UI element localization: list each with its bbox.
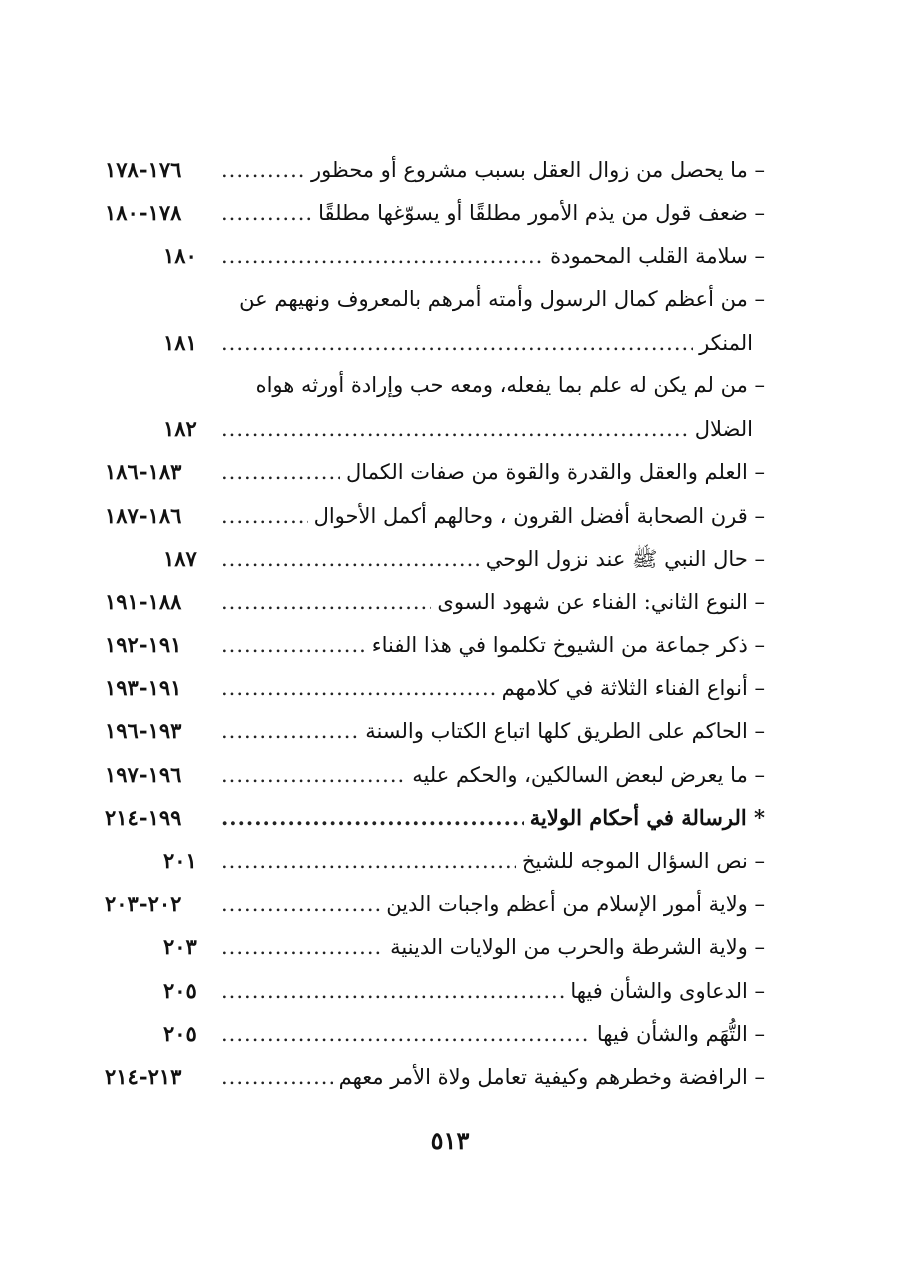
toc-entry-pages: ١٧٨-١٨٠ bbox=[105, 200, 182, 226]
toc-entry-title: – الدعاوى والشأن فيها bbox=[570, 978, 765, 1003]
toc-entry-title: – ولاية الشرطة والحرب من الولايات الدينية bbox=[390, 935, 765, 960]
dot-leader bbox=[221, 883, 380, 926]
toc-entry bbox=[105, 753, 765, 796]
toc-entry-title: – التُّهَم والشأن فيها bbox=[596, 1021, 765, 1046]
dot-leader bbox=[221, 710, 359, 753]
toc-entry-pages: ١٩٩-٢١٤ bbox=[105, 804, 182, 830]
dot-leader bbox=[221, 538, 480, 581]
toc-entry-title: – ضعف قول من يذم الأمور مطلقًا أو يسوّغها مطلقًا bbox=[318, 201, 765, 226]
toc-entry bbox=[105, 234, 765, 277]
dot-leader bbox=[221, 451, 340, 494]
toc-entry bbox=[105, 450, 765, 493]
toc-entry-pages: ١٩٦-١٩٧ bbox=[105, 761, 182, 787]
toc-entry-title: * الرسالة في أحكام الولاية bbox=[529, 804, 765, 830]
toc-entry-pages: ١٨٢ bbox=[163, 416, 197, 442]
toc-entry bbox=[105, 537, 765, 580]
toc-entry-title: – ذكر جماعة من الشيوخ تكلموا في هذا الفناء bbox=[371, 633, 765, 658]
toc-entry-title: – ما يعرض لبعض السالكين، والحكم عليه bbox=[412, 762, 765, 787]
toc-entry bbox=[105, 321, 765, 364]
toc-entry bbox=[105, 1055, 765, 1098]
toc-entry bbox=[105, 839, 765, 882]
toc-entry-pages: ٢٠٢-٢٠٣ bbox=[105, 891, 182, 917]
toc-entry-pages: ١٨٧ bbox=[163, 545, 197, 571]
dot-leader bbox=[221, 970, 564, 1013]
toc-entry bbox=[105, 1012, 765, 1055]
toc-entry bbox=[105, 580, 765, 623]
toc-entry-title: – سلامة القلب المحمودة bbox=[550, 244, 765, 269]
dot-leader bbox=[221, 840, 516, 883]
toc-entry-pages: ٢١٣-٢١٤ bbox=[105, 1063, 182, 1089]
toc-entry-title-line: – من أعظم كمال الرسول وأمته أمرهم بالمعروف ونهيهم عن bbox=[239, 286, 765, 311]
dot-leader bbox=[221, 581, 431, 624]
dot-leader bbox=[221, 754, 406, 797]
toc-entry-title: – نص السؤال الموجه للشيخ bbox=[521, 849, 765, 873]
toc-entry-title: – الحاكم على الطريق كلها اتباع الكتاب والسنة bbox=[365, 719, 765, 744]
toc-entry bbox=[105, 666, 765, 709]
toc-entry bbox=[105, 148, 765, 191]
toc-entry-first-line bbox=[105, 364, 765, 407]
dot-leader bbox=[221, 192, 312, 235]
toc-entry-title: – أنواع الفناء الثلاثة في كلامهم bbox=[501, 676, 765, 701]
toc-entry bbox=[105, 191, 765, 234]
toc-entry-pages: ١٩٣-١٩٦ bbox=[105, 718, 182, 744]
dot-leader bbox=[221, 796, 524, 839]
toc-entry-pages: ١٨٠ bbox=[163, 243, 197, 269]
page-number: ٥١٣ bbox=[430, 1126, 470, 1155]
toc-entry-title: – ولاية أمور الإسلام من أعظم واجبات الدين bbox=[386, 892, 765, 917]
toc-entry-first-line bbox=[105, 278, 765, 321]
toc-entry-pages: ٢٠٣ bbox=[163, 934, 197, 960]
toc-entry-title: – قرن الصحابة أفضل القرون ، وحالهم أكمل الأحوال bbox=[313, 503, 765, 528]
toc-entry-title: – الرافضة وخطرهم وكيفية تعامل ولاة الأمر معهم bbox=[338, 1064, 765, 1089]
toc-entry bbox=[105, 623, 765, 666]
toc-entry-pages: ١٨١ bbox=[163, 329, 197, 355]
toc-entry-pages: ١٧٦-١٧٨ bbox=[105, 157, 182, 182]
toc-entry-title-line: – من لم يكن له علم بما يفعله، ومعه حب وإرادة أورثه هواه bbox=[255, 372, 765, 397]
toc-entry bbox=[105, 882, 765, 925]
toc-entry-title: – النوع الثاني: الفناء عن شهود السوى bbox=[437, 589, 765, 614]
dot-leader bbox=[221, 149, 305, 192]
toc-entry-title: الضلال bbox=[694, 417, 753, 442]
dot-leader bbox=[221, 624, 366, 667]
dot-leader bbox=[221, 408, 689, 451]
table-of-contents bbox=[105, 148, 765, 1098]
toc-entry-title: – حال النبي ﷺ عند نزول الوحي bbox=[485, 546, 765, 571]
dot-leader bbox=[221, 322, 693, 365]
toc-entry bbox=[105, 407, 765, 450]
toc-entry-pages: ١٨٦-١٨٧ bbox=[105, 502, 182, 528]
toc-entry bbox=[105, 796, 765, 839]
toc-entry-pages: ٢٠٥ bbox=[163, 1020, 197, 1046]
dot-leader bbox=[221, 1013, 591, 1056]
toc-entry-pages: ١٩١-١٩٢ bbox=[105, 632, 182, 658]
toc-entry-pages: ١٨٣-١٨٦ bbox=[105, 459, 182, 485]
dot-leader bbox=[221, 495, 308, 538]
toc-entry-pages: ٢٠١ bbox=[163, 848, 197, 873]
toc-entry bbox=[105, 494, 765, 537]
toc-entry bbox=[105, 709, 765, 752]
dot-leader bbox=[221, 235, 544, 278]
toc-entry-pages: ٢٠٥ bbox=[163, 977, 197, 1003]
toc-entry-title: – العلم والعقل والقدرة والقوة من صفات الكمال bbox=[345, 460, 765, 485]
toc-entry bbox=[105, 969, 765, 1012]
toc-entry-pages: ١٩١-١٩٣ bbox=[105, 675, 182, 701]
toc-entry-pages: ١٨٨-١٩١ bbox=[105, 588, 182, 614]
toc-entry-title: – ما يحصل من زوال العقل بسبب مشروع أو محظور bbox=[310, 158, 765, 182]
dot-leader bbox=[221, 1056, 333, 1099]
toc-entry-title: المنكر bbox=[699, 330, 753, 355]
dot-leader bbox=[221, 667, 496, 710]
toc-entry bbox=[105, 925, 765, 968]
dot-leader bbox=[221, 926, 384, 969]
